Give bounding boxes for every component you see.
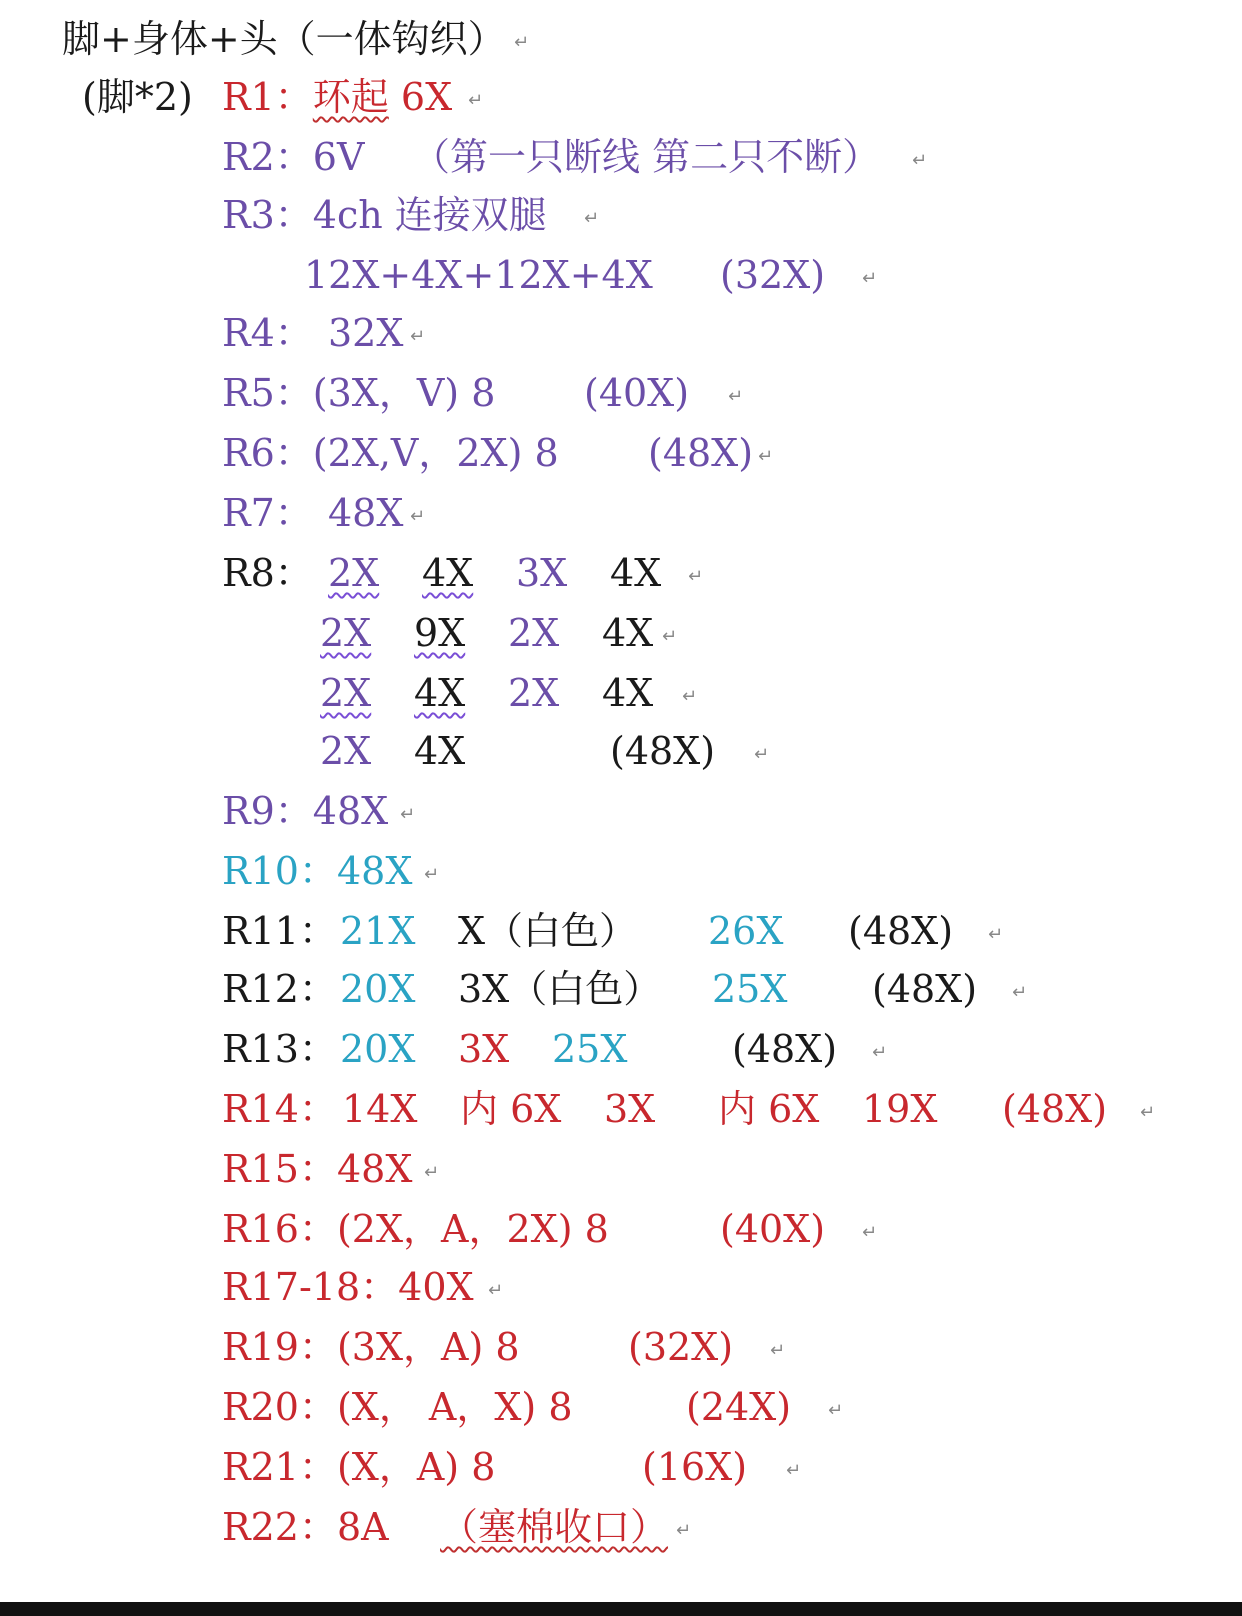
row-total: (40X) <box>584 371 690 415</box>
return-mark: ↵ <box>682 686 698 707</box>
row-r9 <box>222 788 388 834</box>
row-r4 <box>222 310 313 356</box>
row-label: R8： <box>222 551 313 595</box>
row-r22-note <box>440 1504 668 1550</box>
row-r3-total <box>720 252 825 298</box>
row-r4-text <box>328 310 403 356</box>
row-text: 6X <box>388 75 453 119</box>
row-r21-total <box>642 1444 747 1490</box>
row-label: R3： <box>222 193 313 237</box>
row-r7 <box>222 490 313 536</box>
row-label: R16： <box>222 1207 337 1251</box>
row-label: R19： <box>222 1325 337 1369</box>
row-label: R6： <box>222 431 313 475</box>
return-mark: ↵ <box>514 32 530 53</box>
row-total: (32X) <box>720 253 826 297</box>
color-change: 3X（白色） <box>458 967 662 1011</box>
feet-label-text: (脚*2) <box>82 75 193 119</box>
row-r6-total <box>648 430 753 476</box>
row-note: （第一只断线 第二只不断） <box>412 135 881 179</box>
row-text: 48X <box>312 789 389 833</box>
color-change: X（白色） <box>458 909 638 953</box>
stitch-count: 20X <box>340 967 416 1011</box>
row-note: （塞棉收口） <box>440 1505 669 1549</box>
row-label: R10： <box>222 849 337 893</box>
stitch-count: 21X <box>340 909 416 953</box>
stitch-count: 26X <box>708 909 784 953</box>
row-text: 32X <box>328 311 404 355</box>
row-label: R9： <box>222 789 313 833</box>
row-r19 <box>222 1324 520 1370</box>
row-total: (48X) <box>848 909 954 953</box>
row-r20 <box>222 1384 573 1430</box>
return-mark: ↵ <box>786 1460 802 1481</box>
bottom-border <box>0 1602 1242 1616</box>
return-mark: ↵ <box>770 1340 786 1361</box>
row-r17-18 <box>222 1264 474 1310</box>
row-label: R14： <box>222 1087 337 1131</box>
return-mark: ↵ <box>424 1162 440 1183</box>
feet-label <box>82 74 193 120</box>
row-label: R22： <box>222 1505 337 1549</box>
stitch-count: 2X <box>508 671 560 715</box>
return-mark: ↵ <box>862 268 878 289</box>
return-mark: ↵ <box>410 326 426 347</box>
stitch-count: 3X <box>516 551 568 595</box>
return-mark: ↵ <box>988 924 1004 945</box>
row-label: R15： <box>222 1147 337 1191</box>
row-label: R2： <box>222 135 313 179</box>
return-mark: ↵ <box>828 1400 844 1421</box>
row-r16-total <box>720 1206 825 1252</box>
row-text: 40X <box>398 1265 474 1309</box>
stitch-count: 2X <box>508 611 560 655</box>
row-total: (48X) <box>732 1027 838 1071</box>
row-text: (2X，A，2X) 8 <box>336 1207 609 1251</box>
row-r15 <box>222 1146 412 1192</box>
row-r10 <box>222 848 412 894</box>
stitch-count: 3X <box>458 1027 510 1071</box>
stitch-count: 9X <box>414 611 466 655</box>
return-mark: ↵ <box>424 864 440 885</box>
row-text: (X，A) 8 <box>336 1445 496 1489</box>
row-total: (32X) <box>628 1325 734 1369</box>
row-text: 6V <box>312 135 365 179</box>
return-mark: ↵ <box>584 208 600 229</box>
row-text: 8A <box>336 1505 389 1549</box>
stitch-count: 2X <box>320 671 372 715</box>
row-r20-total <box>686 1384 791 1430</box>
row-r1 <box>222 74 452 120</box>
stitch-count: 2X <box>328 551 380 595</box>
return-mark: ↵ <box>410 506 426 527</box>
row-r2 <box>222 134 364 180</box>
return-mark: ↵ <box>662 626 678 647</box>
row-r5 <box>222 370 495 416</box>
return-mark: ↵ <box>1012 982 1028 1003</box>
stitch-count: 25X <box>712 967 788 1011</box>
return-mark: ↵ <box>912 150 928 171</box>
row-r8 <box>222 550 313 596</box>
row-total: (48X) <box>648 431 754 475</box>
stitch-count: 内 6X <box>718 1087 820 1131</box>
row-label: R12： <box>222 967 337 1011</box>
row-label: R4： <box>222 311 313 355</box>
stitch-count: 4X <box>602 671 654 715</box>
return-mark: ↵ <box>400 804 416 825</box>
row-text: (X， A，X) 8 <box>336 1385 573 1429</box>
row-text: 48X <box>328 491 404 535</box>
row-text: 48X <box>336 1147 413 1191</box>
stitch-count: 20X <box>340 1027 416 1071</box>
return-mark: ↵ <box>872 1042 888 1063</box>
row-r19-total <box>628 1324 733 1370</box>
stitch-count: 14X <box>342 1087 418 1131</box>
row-text: 48X <box>336 849 413 893</box>
row-text: 环起 <box>312 75 389 119</box>
stitch-count: 25X <box>552 1027 628 1071</box>
row-r2-note <box>412 134 880 180</box>
row-r6 <box>222 430 559 476</box>
stitch-count: 3X <box>604 1087 656 1131</box>
row-r3 <box>222 192 547 238</box>
return-mark: ↵ <box>488 1280 504 1301</box>
row-r16 <box>222 1206 609 1252</box>
row-total: (48X) <box>1002 1087 1108 1131</box>
row-label: R11： <box>222 909 337 953</box>
row-r7-text <box>328 490 403 536</box>
stitch-count: 内 6X <box>460 1087 562 1131</box>
stitch-count: 4X <box>422 551 474 595</box>
row-total: (16X) <box>642 1445 748 1489</box>
row-total: (40X) <box>720 1207 826 1251</box>
row-label: R13： <box>222 1027 337 1071</box>
row-total: (48X) <box>610 729 716 773</box>
row-r3-count <box>304 252 653 298</box>
row-label: R20： <box>222 1385 337 1429</box>
row-text: 12X+4X+12X+4X <box>304 253 653 297</box>
row-r22 <box>222 1504 389 1550</box>
row-r21 <box>222 1444 495 1490</box>
row-text: (3X，A) 8 <box>336 1325 520 1369</box>
return-mark: ↵ <box>728 386 744 407</box>
row-label: R21： <box>222 1445 337 1489</box>
row-total: (48X) <box>872 967 978 1011</box>
row-label: R17-18： <box>222 1265 399 1309</box>
row-text: 4ch 连接双腿 <box>312 193 547 237</box>
page-title <box>62 16 506 62</box>
return-mark: ↵ <box>468 90 484 111</box>
stitch-count: 2X <box>320 611 372 655</box>
row-r5-total <box>584 370 689 416</box>
stitch-count: 4X <box>610 551 662 595</box>
return-mark: ↵ <box>1140 1102 1156 1123</box>
return-mark: ↵ <box>758 446 774 467</box>
stitch-count: 19X <box>862 1087 938 1131</box>
row-text: (2X,V，2X) 8 <box>312 431 559 475</box>
title-text: 脚+身体+头（一体钩织） <box>62 17 506 61</box>
row-label: R1： <box>222 75 313 119</box>
row-label: R7： <box>222 491 313 535</box>
return-mark: ↵ <box>862 1222 878 1243</box>
stitch-count: 4X <box>602 611 654 655</box>
stitch-count: 4X <box>414 729 466 773</box>
row-label: R5： <box>222 371 313 415</box>
return-mark: ↵ <box>688 566 704 587</box>
stitch-count: 4X <box>414 671 466 715</box>
row-text: (3X，V) 8 <box>312 371 496 415</box>
stitch-count: 2X <box>320 729 372 773</box>
return-mark: ↵ <box>676 1520 692 1541</box>
row-total: (24X) <box>686 1385 792 1429</box>
return-mark: ↵ <box>754 744 770 765</box>
